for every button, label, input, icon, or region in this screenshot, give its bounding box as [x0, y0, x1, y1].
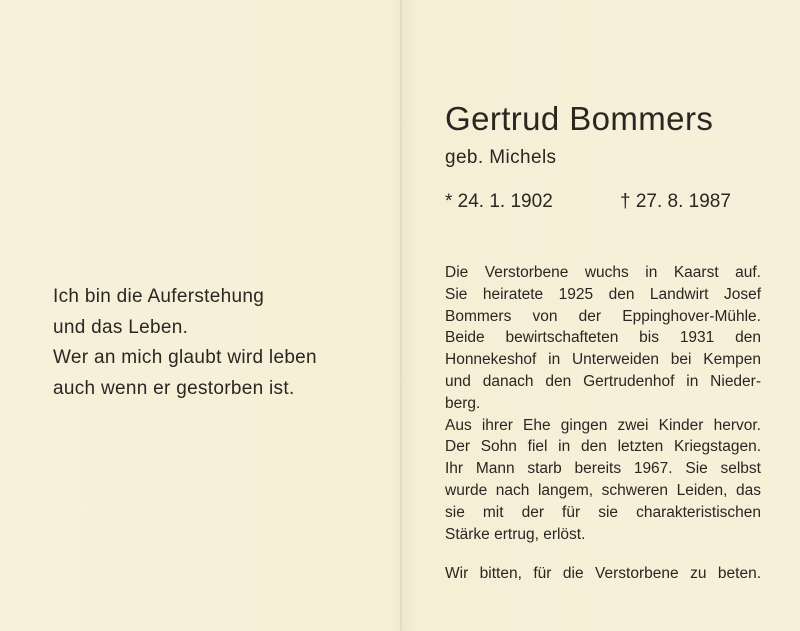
death-date: † 27. 8. 1987 [620, 191, 731, 212]
verse-line: Wer an mich glaubt wird leben [53, 347, 317, 368]
verse-line: Ich bin die Auferstehung [53, 286, 265, 307]
deceased-name: Gertrud Bommers [445, 100, 714, 137]
biography-line: Honnekeshof in Unterweiden bei Kempen [445, 351, 761, 369]
biography-line: Bommers von der Eppinghover-Mühle. [445, 307, 761, 325]
biography-line: Sie heiratete 1925 den Landwirt Josef [445, 285, 761, 303]
verse-line: und das Leben. [53, 316, 189, 338]
biography-line: Die Verstorbene wuchs in Kaarst auf. [445, 264, 761, 281]
biography-line: und danach den Gertrudenhof in Nieder- [445, 372, 761, 390]
bible-verse [53, 282, 373, 404]
verse-line: auch wenn er gestorben ist. [53, 377, 295, 399]
biography-line: sie mit der für sie charakteristischen [445, 503, 761, 521]
biography-line: wurde nach langem, schweren Leiden, das [445, 481, 761, 499]
biography-line: Beide bewirtschafteten bis 1931 den [445, 329, 761, 347]
biography-line: Der Sohn fiel in den letzten Kriegstagen. [445, 438, 761, 456]
biography-line: berg. [445, 394, 481, 412]
biography-line: Aus ihrer Ehe gingen zwei Kinder hervor. [445, 416, 761, 434]
birth-date: * 24. 1. 1902 [445, 191, 553, 212]
biography-line: Ihr Mann starb bereits 1967. Sie selbst [445, 460, 761, 478]
closing-prayer-request: Wir bitten, für die Verstorbene zu beten. [445, 565, 761, 582]
maiden-name: geb. Michels [445, 147, 557, 168]
biography [445, 262, 761, 545]
biography-line: Stärke ertrug, erlöst. [445, 525, 586, 543]
card-fold-line [400, 0, 402, 631]
